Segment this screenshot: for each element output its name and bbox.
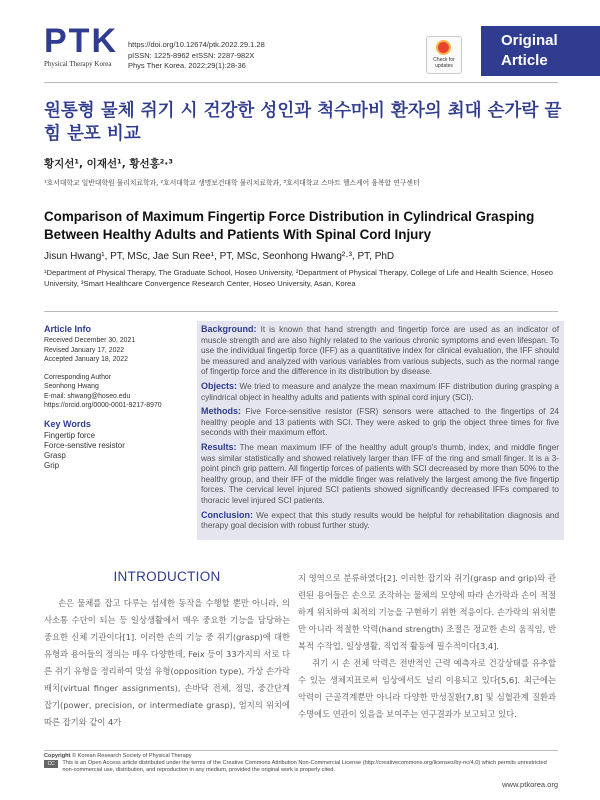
abstract-conclusion: Conclusion: We expect that this study results would be helpful for rehabilitation diagnosis and therapy goal decision with robust further study. bbox=[201, 509, 559, 531]
keyword-item: Grip bbox=[44, 460, 60, 470]
copyright-text: © Korean Research Society of Physical Therapy bbox=[71, 753, 192, 759]
article-type-line1: Original bbox=[501, 32, 558, 49]
abstract-label: Conclusion: bbox=[201, 509, 253, 520]
copyright-label: Copyright bbox=[44, 753, 71, 759]
license-text: This is an Open Access article distributed under the terms of the Creative Commons Attribution Non-Commercial License (http://creativecommons.org/licenses/by-nc/4.0) which permits unrestricted non-commercial use, distribution, and reproduction in any medium, provided the original work is properly cited. bbox=[62, 760, 547, 774]
received-date: Received December 30, 2021 bbox=[44, 337, 136, 344]
keyword-item: Fingertip force bbox=[44, 430, 96, 440]
cc-license-icon: CC BY-NC bbox=[44, 760, 58, 768]
abstract-label: Results: bbox=[201, 441, 237, 452]
logo-subtitle: Physical Therapy Korea bbox=[44, 60, 112, 68]
abstract-label: Methods: bbox=[201, 406, 241, 417]
korean-title: 원통형 물체 쥐기 시 건강한 성인과 척수마비 환자의 최대 손가락 끝 힘 분포 비교 bbox=[44, 101, 562, 144]
keyword-item: Grasp bbox=[44, 450, 66, 460]
journal-logo bbox=[44, 24, 124, 68]
journal-meta bbox=[128, 40, 265, 72]
abstract-box bbox=[197, 321, 564, 540]
korean-affiliations: ¹호서대학교 일반대학원 물리치료학과, ²호서대학교 생명보건대학 물리치료학과, ³호서대학교 스마트 헬스케어 융복합 연구센터 bbox=[44, 179, 420, 187]
abstract-background: Background: It is known that hand strength and fingertip force are used as an indicator of muscle strength and are also highly related to the various chronic symptoms and even lifespan. To use the individual fingertip force (IFF) as a quantitative index for clinical evaluation, the IFF should be measured and analyzed with various variables from various subjects, such as the normal range of fingertip force and the difference in its distribution by disease. bbox=[201, 324, 559, 377]
english-authors: Jisun Hwang¹, PT, MSc, Jae Sun Ree¹, PT, MSc, Seonhong Hwang²·³, PT, PhD bbox=[44, 251, 395, 262]
article-info bbox=[44, 324, 194, 471]
check-for-updates-button[interactable] bbox=[426, 36, 462, 74]
doi-link[interactable]: https://doi.org/10.12674/ptk.2022.29.1.28 bbox=[128, 40, 265, 49]
english-title: Comparison of Maximum Fingertip Force Distribution in Cylindrical Grasping Between Healthy Adults and Patients With Spinal Cord Injury bbox=[44, 209, 535, 242]
introduction-heading: INTRODUCTION bbox=[113, 569, 221, 584]
abstract-label: Objects: bbox=[201, 380, 238, 391]
check-updates-label: Check for updates bbox=[433, 57, 455, 69]
korean-authors: 황지선¹, 이재선¹, 황선홍²·³ bbox=[44, 158, 173, 170]
body-paragraph: 쥐기 시 손 전체 악력은 전반적인 근력 예측자로 건강상태를 유추할 수 있는 생체지표로써 임상에서도 널리 이용되고 있다[5,6]. 최근에는 악력이 근골격계뿐만 아니라 다양한 만성질환[7,8] 및 심혈관계 질환과 수명에도 연관이 있음을 보여주는 연구결과가 보고되고 있다. bbox=[298, 658, 556, 719]
article-type-banner bbox=[481, 26, 600, 76]
check-updates-icon bbox=[436, 40, 451, 55]
english-affiliations: ¹Department of Physical Therapy, The Graduate School, Hoseo University, ²Department of Physical Therapy, College of Life and Health Science, Hoseo University, ³Smart Healthcare Convergence Research Center, Hoseo University, Asan, Korea bbox=[44, 268, 554, 288]
body-column-left bbox=[44, 595, 290, 731]
journal-website-link[interactable]: www.ptkorea.org bbox=[502, 780, 558, 789]
body-paragraph: 손은 물체를 잡고 다루는 섬세한 동작을 수행할 뿐만 아니라, 의사소통 수단이 되는 등 일상생활에서 매우 중요한 기능을 담당하는 중요한 신체 기관이다[1]. 이러한 손의 기능 중 쥐기(grasp)에 대한 유형과 용어들의 정의는 매우 다양한데, Feix 등이 33가지의 서로 다른 쥐기 유형을 정리하여 맞섬 유형(opposition type), 가상 손가락 배치(virtual finger assignments), 손바닥 전체, 정밀, 중간단계 잡기(power, precision, or intermediate grasp), 엄지의 위치에 따른 잡기와 같이 4가 bbox=[44, 598, 290, 727]
accepted-date: Accepted January 18, 2022 bbox=[44, 356, 128, 363]
copyright-block bbox=[44, 753, 558, 784]
abstract-results: Results: The mean maximum IFF of the healthy adult group's thumb, index, and middle finger was similar statistically and showed relatively larger than IFF of the ring and small finger. It is a 3-point pinch grip pattern. All fingertip forces of patients with SCI decreased by more than 50% to the healthy group, and their IFF of the middle finger was relatively the largest among the five fingertip forces. The cervical level injured SCI patients showed significantly decreased IFFs compared to thoracic level injured SCI patients. bbox=[201, 441, 559, 505]
abstract-label: Background: bbox=[201, 324, 257, 334]
revised-date: Revised January 17, 2022 bbox=[44, 346, 125, 354]
body-column-right bbox=[298, 570, 556, 723]
article-type-line2: Article bbox=[501, 52, 548, 69]
issn: pISSN: 1225-8962 eISSN: 2287-982X bbox=[128, 50, 255, 60]
corresponding-email[interactable]: E-mail: shwang@hoseo.edu bbox=[44, 392, 131, 400]
corresponding-name: Seonhong Hwang bbox=[44, 383, 99, 390]
body-paragraph: 지 영역으로 분류하였다[2]. 이러한 잡기와 쥐기(grasp and grip)와 관련된 용어들은 손으로 조작하는 물체의 모양에 따라 손가락과 손이 적절하게 위치하여 최적의 기능을 구현하기 위한 적응이다. 손가락의 위치뿐만 아니라 적절한 악력(hand strength) 조절은 정교한 손의 움직임, 반복적 수작업, 일상생활, 직업적 활동에 필수적이다[3,4]. bbox=[298, 573, 556, 651]
section-divider bbox=[44, 311, 558, 312]
abstract-objects: Objects: We tried to measure and analyze the mean maximum IFF distribution during grasping a cylindrical object in healthy adults and patients with spinal cord injury (SCI). bbox=[201, 380, 559, 402]
corresponding-label: Corresponding Author bbox=[44, 373, 112, 381]
logo-text: PTK bbox=[44, 22, 118, 60]
article-info-heading: Article Info bbox=[44, 324, 92, 334]
keywords-heading: Key Words bbox=[44, 418, 91, 429]
keyword-item: Force-senstive resistor bbox=[44, 440, 125, 450]
header-divider bbox=[44, 82, 558, 83]
citation: Phys Ther Korea. 2022;29(1):28-36 bbox=[128, 61, 246, 70]
corresponding-orcid[interactable]: https://orcid.org/0000-0001-9217-8970 bbox=[44, 402, 162, 409]
abstract-methods: Methods: Five Force-sensitive resistor (FSR) sensors were attached to the fingertips of 24 healthy people and 13 patients with SCI. They were asked to grip the object three times for five seconds with their maximum effort. bbox=[201, 406, 559, 438]
footer-divider bbox=[44, 750, 558, 751]
